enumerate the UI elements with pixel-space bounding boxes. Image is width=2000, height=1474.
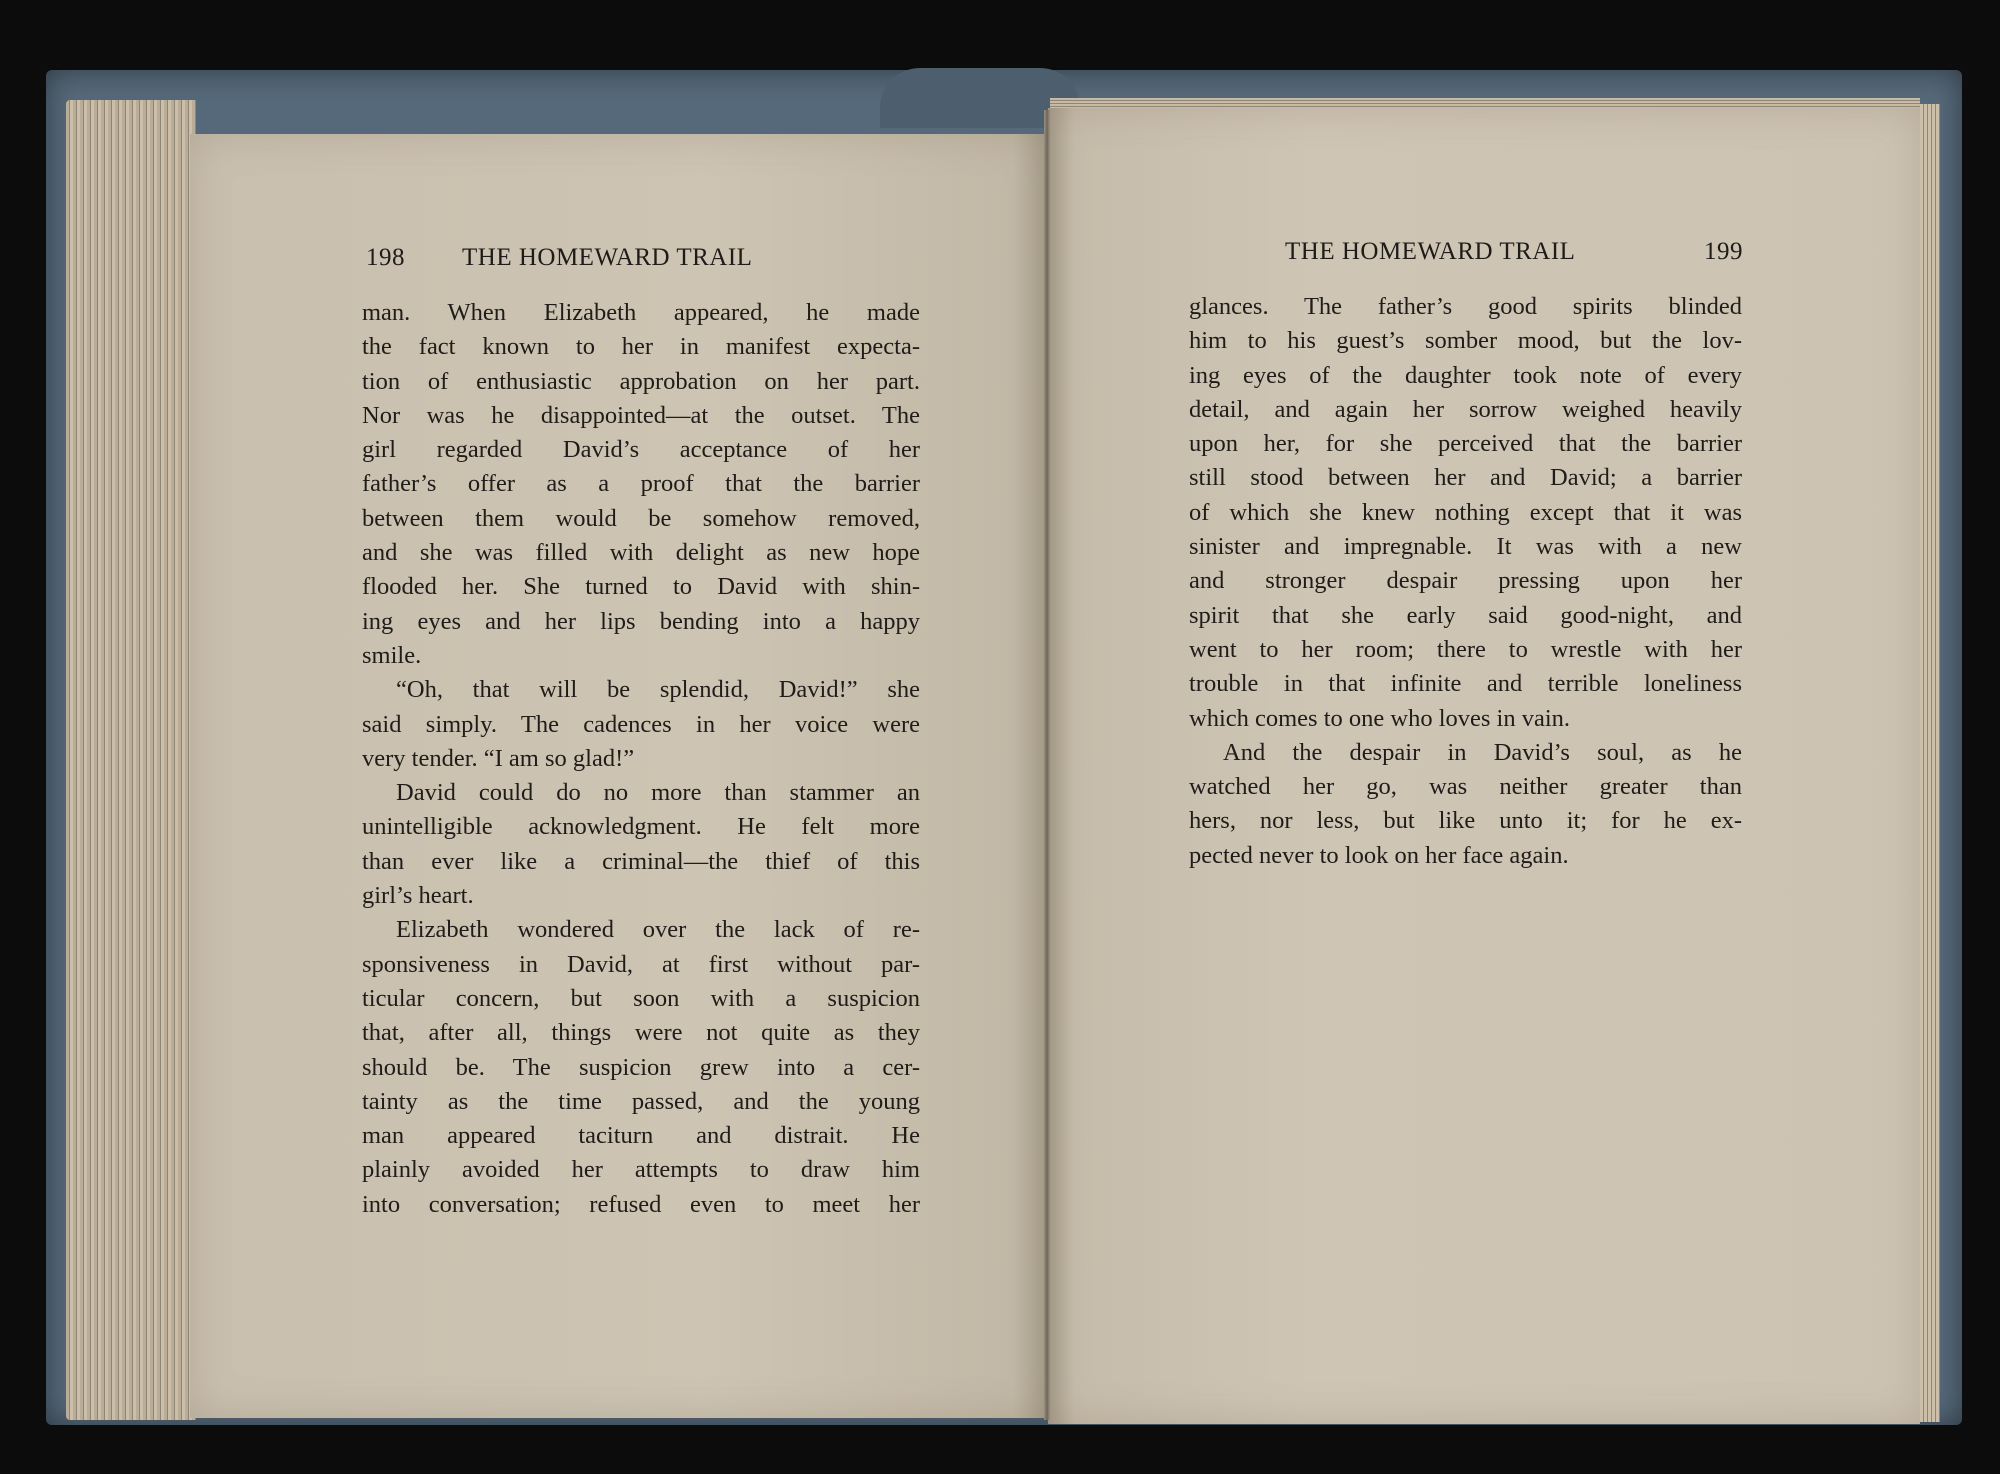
text-line: “Oh, that will be splendid, David!” she xyxy=(396,676,920,704)
text-line: unintelligible acknowledgment. He felt more xyxy=(362,813,920,841)
text-line: pected never to look on her face again. xyxy=(1189,841,1569,869)
text-line: said simply. The cadences in her voice were xyxy=(362,710,920,738)
text-line: watched her go, was neither greater than xyxy=(1189,773,1742,801)
text-line: glances. The father’s good spirits blinded xyxy=(1189,293,1742,320)
text-line: the fact known to her in manifest expecta- xyxy=(362,333,920,361)
text-line: sponsiveness in David, at first without par- xyxy=(362,950,920,978)
text-line: father’s offer as a proof that the barrier xyxy=(362,470,920,498)
page-edges-left xyxy=(66,100,196,1420)
right-running-head: THE HOMEWARD TRAIL xyxy=(1285,238,1576,265)
text-line: and stronger despair pressing upon her xyxy=(1189,567,1742,595)
text-line: girl regarded David’s acceptance of her xyxy=(362,436,920,464)
text-line: that, after all, things were not quite as they xyxy=(362,1019,920,1047)
text-line: ing eyes of the daughter took note of every xyxy=(1189,361,1742,389)
text-line: tion of enthusiastic approbation on her part. xyxy=(362,367,920,395)
text-line: And the despair in David’s soul, as he xyxy=(1223,738,1742,766)
right-page-number: 199 xyxy=(1704,238,1743,265)
text-line: man appeared taciturn and distrait. He xyxy=(362,1122,920,1150)
text-line: and she was filled with delight as new hope xyxy=(362,539,920,567)
text-line: into conversation; refused even to meet her xyxy=(362,1190,920,1218)
text-line: tainty as the time passed, and the young xyxy=(362,1087,920,1115)
text-line: very tender. “I am so glad!” xyxy=(362,744,635,772)
book-gutter xyxy=(1044,110,1050,1420)
text-line: of which she knew nothing except that it was xyxy=(1189,498,1742,526)
text-line: detail, and again her sorrow weighed heavily xyxy=(1189,395,1742,423)
text-line: went to her room; there to wrestle with her xyxy=(1189,635,1742,663)
text-line: girl’s heart. xyxy=(362,882,474,910)
text-line: should be. The suspicion grew into a cer- xyxy=(362,1053,920,1081)
left-running-head: THE HOMEWARD TRAIL xyxy=(462,244,753,271)
text-line: smile. xyxy=(362,641,422,669)
text-line: ing eyes and her lips bending into a happy xyxy=(362,607,920,635)
text-line: ticular concern, but soon with a suspicion xyxy=(362,984,920,1012)
text-line: David could do no more than stammer an xyxy=(396,779,920,807)
text-line: Nor was he disappointed—at the outset. The xyxy=(362,401,920,429)
text-line: sinister and impregnable. It was with a new xyxy=(1189,533,1742,561)
text-line: than ever like a criminal—the thief of this xyxy=(362,847,920,875)
text-line: hers, nor less, but like unto it; for he ex- xyxy=(1189,807,1742,835)
text-line: still stood between her and David; a barrier xyxy=(1189,464,1742,492)
left-page-body xyxy=(362,296,920,1222)
right-page-body xyxy=(1189,290,1742,873)
text-line: upon her, for she perceived that the barrier xyxy=(1189,430,1742,458)
text-line: between them would be somehow removed, xyxy=(362,504,920,532)
text-line: man. When Elizabeth appeared, he made xyxy=(362,299,920,326)
text-line: Elizabeth wondered over the lack of re- xyxy=(396,916,920,944)
text-line: him to his guest’s somber mood, but the lov- xyxy=(1189,327,1742,355)
text-line: flooded her. She turned to David with shin- xyxy=(362,573,920,601)
text-line: which comes to one who loves in vain. xyxy=(1189,704,1571,732)
text-line: spirit that she early said good-night, and xyxy=(1189,601,1742,629)
left-page-number: 198 xyxy=(366,244,405,271)
text-line: plainly avoided her attempts to draw him xyxy=(362,1156,920,1184)
text-line: trouble in that infinite and terrible loneliness xyxy=(1189,670,1742,698)
